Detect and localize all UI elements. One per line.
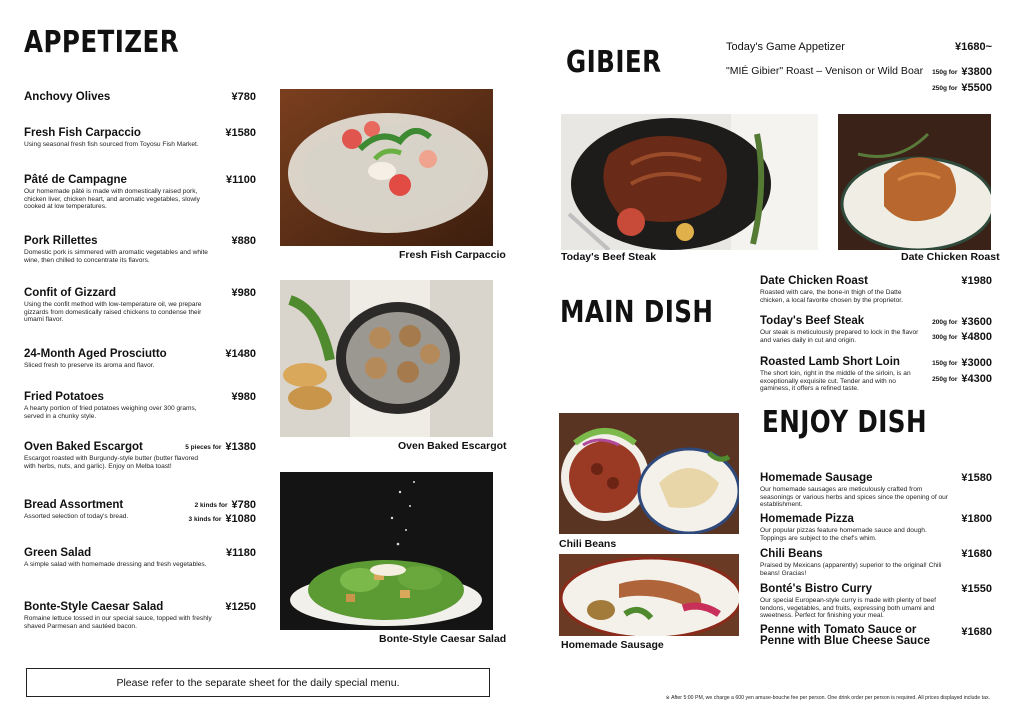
item-name: Fresh Fish Carpaccio [24, 127, 141, 139]
item-description: Roasted with care, the bone-in thigh of the Datte chicken, a local favorite chosen by the proprietor. [760, 289, 903, 304]
item-price: ¥1680 [961, 626, 992, 638]
item-price: ¥980 [231, 391, 256, 403]
menu-item [24, 347, 256, 370]
item-price: ¥780 [231, 91, 256, 103]
item-name: Pork Rillettes [24, 235, 98, 247]
item-price: ¥1550 [961, 583, 992, 595]
menu-item [760, 625, 992, 647]
menu-item [24, 600, 256, 630]
item-name: Penne with Tomato Sauce or Penne with Blue Cheese Sauce [760, 624, 931, 647]
item-prices [932, 64, 992, 96]
item-price: ¥1180 [226, 547, 256, 559]
escargot-photo [280, 280, 493, 437]
item-description: Our special European-style curry is made with plenty of beef tendons, vegetables, and fruits, expressing both umami and sweetness. Perfect for finishing your meal. [760, 597, 936, 620]
item-description: Using seasonal fresh fish sourced from Toyosu Fish Market. [24, 141, 199, 148]
item-price: ¥1250 [225, 601, 256, 613]
appetizer-heading: APPETIZER [24, 25, 180, 60]
item-description: Our homemade pâté is made with domestically raised pork, chicken liver, chicken heart, and aromatic vegetables, slowly cooked at low temperatures. [24, 188, 200, 211]
photo-caption: Bonte-Style Caesar Salad [379, 633, 507, 645]
menu-item [24, 440, 256, 470]
item-price: ¥1680~ [954, 41, 992, 53]
item-description: Sliced fresh to preserve its aroma and flavor. [24, 362, 155, 369]
item-name: Homemade Sausage [760, 472, 873, 484]
item-price: ¥1080 [225, 513, 256, 525]
item-description: The short loin, right in the middle of the sirloin, is an exceptionally exquisite cut. Tender and with no gaminess, it offers a refined taste. [760, 370, 911, 393]
chili-beans-photo [559, 413, 739, 534]
photo-caption: Chili Beans [559, 538, 617, 550]
beef-steak-photo [561, 114, 818, 250]
menu-item [24, 546, 256, 569]
photo-caption: Date Chicken Roast [901, 251, 1000, 263]
item-name: Confit of Gizzard [24, 287, 116, 299]
price-quantity: 250g for [932, 85, 958, 92]
menu-item [726, 64, 992, 94]
item-price: ¥3600 [961, 316, 992, 328]
item-price: ¥5500 [961, 82, 992, 94]
item-name: "MIÉ Gibier" Roast – Venison or Wild Boar [726, 65, 924, 77]
caesar-salad-photo [280, 472, 493, 630]
menu-item [24, 173, 256, 211]
item-price: ¥4800 [961, 331, 992, 343]
item-description: Romaine lettuce tossed in our special sauce, topped with freshly shaved Parmesan and sautéed bacon. [24, 615, 212, 630]
menu-item [24, 390, 256, 420]
item-price: ¥880 [231, 235, 256, 247]
item-price: ¥3800 [961, 66, 992, 78]
item-prices [932, 314, 992, 344]
item-name: Pâté de Campagne [24, 174, 127, 186]
menu-item [760, 314, 992, 344]
right-menu-page [512, 0, 1024, 724]
menu-item [760, 547, 992, 577]
sausage-photo [559, 554, 739, 636]
price-footnote: ※ After 5:00 PM, we charge a 600 yen amuse-bouche fee per person. One drink order per person is required. All prices displayed include tax. [665, 695, 990, 701]
menu-item [726, 40, 992, 54]
item-price: ¥1980 [961, 275, 992, 287]
item-description: Praised by Mexicans (apparently) superior to the original! Chili beans! Gracias! [760, 562, 942, 577]
chicken-roast-photo [838, 114, 991, 250]
item-description: Domestic pork is simmered with aromatic vegetables and white wine, then chilled to concentrate its flavors. [24, 249, 208, 264]
item-prices [932, 355, 992, 387]
photo-caption: Oven Baked Escargot [398, 440, 507, 452]
item-name: Bread Assortment [24, 499, 124, 511]
item-name: Oven Baked Escargot [24, 441, 143, 453]
item-price: ¥1680 [961, 548, 992, 560]
item-name: Roasted Lamb Short Loin [760, 356, 900, 368]
item-price: ¥1580 [225, 127, 256, 139]
item-name: Bonte-Style Caesar Salad [24, 601, 164, 613]
price-quantity: 5 pieces for [185, 444, 222, 451]
price-quantity: 200g for [932, 319, 958, 326]
item-description: A simple salad with homemade dressing and fresh vegetables. [24, 561, 207, 568]
item-price: ¥780 [231, 499, 256, 511]
menu-item [24, 126, 256, 149]
enjoy-dish-heading: ENJOY DISH [762, 405, 927, 440]
menu-item [24, 234, 256, 264]
item-price: ¥1100 [226, 174, 256, 186]
item-price: ¥1580 [961, 472, 992, 484]
price-quantity: 3 kinds for [188, 516, 222, 523]
price-quantity: 150g for [932, 360, 958, 367]
menu-item [24, 498, 256, 525]
item-description: Using the confit method with low-temperature oil, we prepare gizzards from domestically raised chickens to condense their umami flavor. [24, 301, 202, 324]
photo-caption: Today's Beef Steak [561, 251, 657, 263]
item-description: Escargot roasted with Burgundy-style butter (butter flavored with herbs, nuts, and garlic). Enjoy on Melba toast! [24, 455, 199, 470]
item-name: Date Chicken Roast [760, 275, 869, 287]
photo-caption: Fresh Fish Carpaccio [399, 249, 506, 261]
photo-caption: Homemade Sausage [561, 639, 664, 651]
item-name: Bonté's Bistro Curry [760, 583, 873, 595]
gibier-heading: GIBIER [566, 45, 662, 80]
main-dish-heading: MAIN DISH [560, 295, 714, 330]
menu-item [760, 471, 992, 509]
menu-item [760, 512, 992, 542]
item-description: Our steak is meticulously prepared to lock in the flavor and varies daily in cut and origin. [760, 329, 919, 344]
menu-item [760, 582, 992, 620]
item-name: Fried Potatoes [24, 391, 104, 403]
item-name: Chili Beans [760, 548, 823, 560]
item-price: ¥4300 [961, 373, 992, 385]
item-name: Today's Beef Steak [760, 315, 865, 327]
price-quantity: 250g for [932, 376, 958, 383]
item-price: ¥1380 [225, 441, 256, 453]
menu-item [760, 355, 992, 393]
item-prices [189, 498, 256, 526]
menu-item [760, 274, 992, 304]
price-quantity: 150g for [932, 69, 958, 76]
price-quantity: 2 kinds for [194, 502, 228, 509]
item-price: ¥980 [231, 287, 256, 299]
item-name: Anchovy Olives [24, 91, 111, 103]
item-name: Homemade Pizza [760, 513, 854, 525]
price-quantity: 300g for [932, 334, 958, 341]
item-description: Our popular pizzas feature homemade sauce and dough. Toppings are subject to the chef's whim. [760, 527, 927, 542]
item-description: Assorted selection of today's bread. [24, 513, 129, 520]
item-price: ¥1800 [961, 513, 992, 525]
item-prices [185, 440, 256, 454]
item-name: Today's Game Appetizer [726, 41, 845, 53]
daily-special-notice: Please refer to the separate sheet for the daily special menu. [26, 668, 490, 697]
item-name: Green Salad [24, 547, 92, 559]
item-description: Our homemade sausages are meticulously crafted from seasonings or various herbs and spices since the opening of our establishment. [760, 486, 949, 509]
item-price: ¥1480 [225, 348, 256, 360]
carpaccio-photo [280, 89, 493, 246]
item-description: A hearty portion of fried potatoes weighing over 300 grams, served in a chunky style. [24, 405, 197, 420]
item-price: ¥3000 [961, 357, 992, 369]
menu-item [24, 90, 256, 104]
menu-item [24, 286, 256, 324]
item-name: 24-Month Aged Prosciutto [24, 348, 167, 360]
